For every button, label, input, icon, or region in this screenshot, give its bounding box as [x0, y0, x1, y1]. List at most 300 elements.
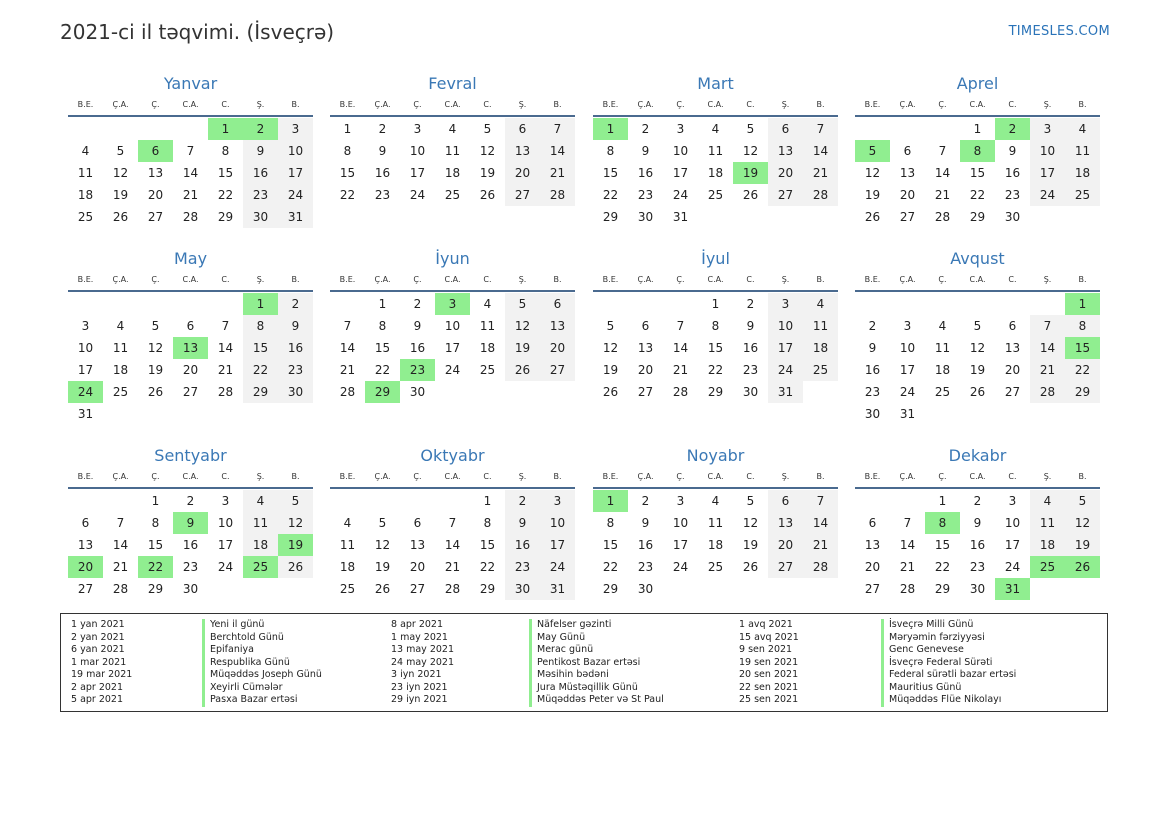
month-name: Yanvar	[163, 74, 218, 93]
weekday-label: C.A.	[182, 275, 199, 284]
legend-date: 19 sen 2021	[739, 656, 799, 668]
day-cell: 14	[672, 341, 689, 355]
site-logo-link[interactable]: TIMESLES.COM	[1008, 24, 1110, 39]
weekday-label: C.A.	[969, 275, 986, 284]
weekday-label: C.	[746, 275, 755, 284]
day-cell: 29	[147, 582, 164, 596]
day-cell: 10	[672, 516, 689, 530]
empty-cell	[435, 490, 470, 512]
day-cell: 22	[374, 363, 391, 377]
day-cell: 5	[116, 144, 125, 158]
legend-date: 1 mar 2021	[71, 656, 127, 668]
day-cell: 16	[182, 538, 199, 552]
weekday-label: B.	[553, 275, 562, 284]
legend-holiday-name: Respublika Günü	[202, 657, 322, 670]
day-cell: 26	[742, 560, 759, 574]
day-cell: 30	[637, 582, 654, 596]
empty-cell	[208, 293, 243, 315]
holiday-day-cell: 25	[1030, 556, 1065, 578]
day-cell: 10	[409, 144, 426, 158]
day-cell: 21	[540, 162, 575, 184]
day-cell: 24	[1004, 560, 1021, 574]
day-cell: 10	[444, 319, 461, 333]
legend-holiday-name: Xeyirli Cümələr	[202, 682, 322, 695]
month-9	[68, 445, 313, 600]
holiday-day-cell: 3	[435, 293, 470, 315]
day-grid	[855, 293, 1100, 425]
weekday-label: Ç.A.	[637, 100, 654, 109]
day-cell: 6	[413, 516, 422, 530]
weekday-label: Ç.A.	[899, 275, 916, 284]
day-cell: 29	[602, 210, 619, 224]
day-cell: 12	[479, 144, 496, 158]
day-grid	[855, 118, 1100, 228]
holiday-day-cell: 8	[925, 512, 960, 534]
day-cell: 14	[934, 166, 951, 180]
day-cell: 9	[641, 516, 650, 530]
day-cell: 15	[602, 538, 619, 552]
day-cell: 1	[378, 297, 387, 311]
day-cell: 29	[479, 582, 496, 596]
day-cell: 21	[182, 188, 199, 202]
day-cell: 28	[112, 582, 129, 596]
day-cell: 17	[77, 363, 94, 377]
day-cell: 13	[637, 341, 654, 355]
legend-date: 13 may 2021	[391, 644, 455, 655]
day-cell: 24	[672, 560, 689, 574]
weekday-label: C.	[483, 275, 492, 284]
day-cell: 28	[444, 582, 461, 596]
weekday-label: C.A.	[707, 472, 724, 481]
empty-cell	[138, 118, 173, 140]
day-cell: 18	[243, 534, 278, 556]
empty-cell	[628, 293, 663, 315]
weekday-label: C.A.	[707, 275, 724, 284]
day-cell: 16	[742, 341, 759, 355]
holiday-day-cell: 24	[68, 381, 103, 403]
holiday-day-cell: 19	[733, 162, 768, 184]
day-cell: 26	[969, 385, 986, 399]
day-cell: 29	[1065, 381, 1100, 403]
weekday-label: Ç.A.	[112, 472, 129, 481]
day-cell: 12	[112, 166, 129, 180]
day-cell: 11	[112, 341, 129, 355]
day-cell: 30	[409, 385, 426, 399]
weekday-label: B.	[816, 472, 825, 481]
day-cell: 1	[151, 494, 160, 508]
day-cell: 21	[339, 363, 356, 377]
day-cell: 11	[444, 144, 461, 158]
day-cell: 20	[147, 188, 164, 202]
day-cell: 3	[676, 494, 685, 508]
day-cell: 25	[444, 188, 461, 202]
day-cell: 18	[479, 341, 496, 355]
day-cell: 6	[868, 516, 877, 530]
month-name: Mart	[697, 74, 734, 93]
weekday-label: C.	[1008, 472, 1017, 481]
legend-holiday-name: Näfelser gəzinti	[529, 619, 664, 632]
month-5	[68, 248, 313, 425]
weekday-label: C.A.	[444, 275, 461, 284]
day-cell: 21	[803, 162, 838, 184]
day-cell: 21	[112, 560, 129, 574]
weekday-label: B.	[553, 100, 562, 109]
holiday-day-cell: 1	[208, 118, 243, 140]
day-cell: 15	[243, 337, 278, 359]
day-cell: 12	[278, 512, 313, 534]
weekday-label: C.A.	[182, 472, 199, 481]
day-cell: 6	[768, 490, 803, 512]
day-cell: 2	[186, 494, 195, 508]
day-cell: 26	[147, 385, 164, 399]
day-grid	[855, 490, 1100, 600]
legend-date: 24 may 2021	[391, 656, 455, 668]
day-cell: 13	[1004, 341, 1021, 355]
day-cell: 25	[707, 188, 724, 202]
weekday-label: B.E.	[864, 275, 881, 284]
day-cell: 24	[672, 188, 689, 202]
day-cell: 17	[899, 363, 916, 377]
empty-cell	[890, 118, 925, 140]
day-cell: 27	[409, 582, 426, 596]
month-name: Aprel	[956, 74, 999, 93]
day-cell: 12	[742, 516, 759, 530]
day-cell: 19	[742, 538, 759, 552]
empty-cell	[103, 118, 138, 140]
weekday-label: B.	[1078, 275, 1087, 284]
day-cell: 8	[1065, 315, 1100, 337]
day-cell: 4	[1065, 118, 1100, 140]
day-cell: 3	[676, 122, 685, 136]
weekday-label: B.	[291, 275, 300, 284]
day-cell: 20	[768, 534, 803, 556]
day-cell: 11	[803, 315, 838, 337]
legend-holiday-name: Müqəddəs Peter və St Paul	[529, 694, 664, 707]
day-cell: 27	[768, 184, 803, 206]
day-cell: 11	[1065, 140, 1100, 162]
day-cell: 4	[243, 490, 278, 512]
legend-holiday-name: İsveçrə Milli Günü	[881, 619, 1016, 632]
day-cell: 1	[483, 494, 492, 508]
month-1	[68, 73, 313, 228]
day-cell: 11	[707, 144, 724, 158]
day-cell: 28	[339, 385, 356, 399]
holiday-day-cell: 20	[68, 556, 103, 578]
day-cell: 31	[899, 407, 916, 421]
day-cell: 7	[803, 118, 838, 140]
weekday-label: B.E.	[77, 275, 94, 284]
day-cell: 5	[483, 122, 492, 136]
weekday-label: Ç.	[938, 472, 947, 481]
day-cell: 19	[479, 166, 496, 180]
day-cell: 7	[903, 516, 912, 530]
weekday-label: Ş.	[781, 275, 790, 284]
weekday-label: Ç.	[151, 100, 160, 109]
weekday-label: B.	[1078, 472, 1087, 481]
day-cell: 28	[1030, 381, 1065, 403]
day-cell: 29	[243, 381, 278, 403]
weekday-header	[593, 272, 838, 292]
day-cell: 5	[378, 516, 387, 530]
empty-cell	[173, 293, 208, 315]
weekday-label: C.	[483, 100, 492, 109]
weekday-label: B.	[291, 100, 300, 109]
weekday-label: B.	[291, 472, 300, 481]
holiday-day-cell: 1	[593, 118, 628, 140]
empty-cell	[925, 118, 960, 140]
empty-cell	[855, 118, 890, 140]
holiday-day-cell: 25	[243, 556, 278, 578]
day-cell: 22	[707, 363, 724, 377]
legend-holiday-name: Məryəmin fərziyyəsi	[881, 632, 1016, 645]
weekday-label: C.A.	[182, 100, 199, 109]
day-cell: 12	[1065, 512, 1100, 534]
day-cell: 18	[803, 337, 838, 359]
day-cell: 16	[969, 538, 986, 552]
day-cell: 13	[864, 538, 881, 552]
day-cell: 6	[81, 516, 90, 530]
day-cell: 26	[112, 210, 129, 224]
day-cell: 10	[899, 341, 916, 355]
day-cell: 4	[711, 494, 720, 508]
legend-date: 1 yan 2021	[71, 619, 125, 630]
holiday-day-cell: 31	[995, 578, 1030, 600]
day-cell: 17	[672, 538, 689, 552]
legend-holiday-name: Müqəddəs Flüe Nikolayı	[881, 694, 1016, 707]
day-cell: 26	[742, 188, 759, 202]
day-cell: 19	[864, 188, 881, 202]
weekday-label: B.E.	[602, 100, 619, 109]
day-cell: 15	[339, 166, 356, 180]
day-cell: 23	[1004, 188, 1021, 202]
empty-cell	[855, 490, 890, 512]
day-grid	[330, 118, 575, 206]
day-grid	[593, 118, 838, 228]
legend-holiday-name: May Günü	[529, 632, 664, 645]
month-7	[593, 248, 838, 403]
day-cell: 3	[768, 293, 803, 315]
day-cell: 13	[899, 166, 916, 180]
day-cell: 30	[969, 582, 986, 596]
empty-cell	[890, 490, 925, 512]
day-cell: 7	[803, 490, 838, 512]
day-cell: 28	[217, 385, 234, 399]
day-cell: 13	[147, 166, 164, 180]
day-cell: 19	[1065, 534, 1100, 556]
day-cell: 31	[77, 407, 94, 421]
day-cell: 11	[1030, 512, 1065, 534]
empty-cell	[960, 293, 995, 315]
day-cell: 19	[602, 363, 619, 377]
day-cell: 18	[707, 538, 724, 552]
day-cell: 7	[343, 319, 352, 333]
day-cell: 23	[505, 556, 540, 578]
weekday-header	[330, 469, 575, 489]
day-cell: 1	[973, 122, 982, 136]
day-cell: 13	[768, 140, 803, 162]
day-cell: 8	[483, 516, 492, 530]
day-cell: 2	[641, 494, 650, 508]
day-cell: 18	[339, 560, 356, 574]
day-cell: 9	[1008, 144, 1017, 158]
day-cell: 15	[934, 538, 951, 552]
weekday-label: Ş.	[518, 472, 527, 481]
holiday-day-cell: 1	[243, 293, 278, 315]
holiday-day-cell: 23	[400, 359, 435, 381]
month-name: Noyabr	[686, 446, 745, 465]
day-cell: 18	[444, 166, 461, 180]
day-cell: 24	[899, 385, 916, 399]
weekday-label: B.E.	[339, 275, 356, 284]
day-cell: 9	[505, 512, 540, 534]
day-cell: 6	[641, 319, 650, 333]
weekday-label: C.	[483, 472, 492, 481]
day-cell: 25	[1065, 184, 1100, 206]
day-cell: 4	[81, 144, 90, 158]
month-6	[330, 248, 575, 403]
empty-cell	[103, 490, 138, 512]
month-name: May	[173, 249, 208, 268]
day-cell: 25	[339, 582, 356, 596]
day-cell: 4	[938, 319, 947, 333]
weekday-label: B.	[1078, 100, 1087, 109]
day-cell: 7	[186, 144, 195, 158]
legend-dates-col-3	[739, 619, 799, 707]
weekday-header	[593, 469, 838, 489]
legend-date: 23 iyn 2021	[391, 681, 448, 693]
day-cell: 28	[182, 210, 199, 224]
day-cell: 30	[505, 578, 540, 600]
legend-date: 6 yan 2021	[71, 644, 125, 655]
day-grid	[68, 293, 313, 425]
day-cell: 15	[479, 538, 496, 552]
day-cell: 3	[903, 319, 912, 333]
day-cell: 16	[505, 534, 540, 556]
weekday-label: Ç.	[938, 100, 947, 109]
legend-date: 1 avq 2021	[739, 619, 793, 630]
holiday-day-cell: 1	[593, 490, 628, 512]
day-cell: 15	[602, 166, 619, 180]
legend-holiday-name: Pentikost Bazar ertəsi	[529, 657, 664, 670]
weekday-label: C.	[1008, 100, 1017, 109]
day-cell: 15	[147, 538, 164, 552]
legend-date: 20 sen 2021	[739, 669, 799, 680]
day-cell: 17	[768, 337, 803, 359]
day-cell: 2	[413, 297, 422, 311]
weekday-header	[330, 272, 575, 292]
day-cell: 11	[479, 319, 496, 333]
day-cell: 5	[973, 319, 982, 333]
day-cell: 30	[637, 210, 654, 224]
month-3	[593, 73, 838, 228]
day-cell: 10	[278, 140, 313, 162]
day-grid	[330, 293, 575, 403]
day-cell: 9	[243, 140, 278, 162]
empty-cell	[593, 293, 628, 315]
month-8	[855, 248, 1100, 425]
day-cell: 6	[1008, 319, 1017, 333]
weekday-label: C.	[221, 472, 230, 481]
day-cell: 12	[602, 341, 619, 355]
weekday-label: B.E.	[864, 100, 881, 109]
day-cell: 14	[339, 341, 356, 355]
day-cell: 20	[409, 560, 426, 574]
day-cell: 1	[711, 297, 720, 311]
day-cell: 29	[707, 385, 724, 399]
day-cell: 17	[278, 162, 313, 184]
day-cell: 2	[378, 122, 387, 136]
legend-names-col-3	[881, 619, 1016, 707]
weekday-label: Ç.A.	[637, 472, 654, 481]
day-cell: 16	[637, 538, 654, 552]
day-cell: 7	[448, 516, 457, 530]
day-cell: 6	[186, 319, 195, 333]
day-cell: 2	[973, 494, 982, 508]
day-cell: 10	[1030, 140, 1065, 162]
day-cell: 30	[243, 206, 278, 228]
day-cell: 14	[899, 538, 916, 552]
day-cell: 20	[1004, 363, 1021, 377]
day-cell: 30	[864, 407, 881, 421]
day-cell: 16	[374, 166, 391, 180]
day-cell: 31	[768, 381, 803, 403]
day-cell: 13	[77, 538, 94, 552]
day-cell: 4	[448, 122, 457, 136]
holiday-day-cell: 9	[173, 512, 208, 534]
day-cell: 17	[672, 166, 689, 180]
day-cell: 20	[505, 162, 540, 184]
empty-cell	[855, 293, 890, 315]
month-12	[855, 445, 1100, 600]
weekday-label: B.E.	[602, 275, 619, 284]
legend-dates-col-2	[391, 619, 454, 707]
weekday-label: C.A.	[969, 472, 986, 481]
weekday-label: B.E.	[339, 472, 356, 481]
day-cell: 23	[969, 560, 986, 574]
weekday-label: B.E.	[602, 472, 619, 481]
month-2	[330, 73, 575, 206]
day-cell: 10	[768, 315, 803, 337]
day-cell: 21	[444, 560, 461, 574]
day-cell: 31	[672, 210, 689, 224]
legend-date: 22 sen 2021	[739, 681, 799, 693]
day-cell: 12	[969, 341, 986, 355]
day-cell: 26	[602, 385, 619, 399]
weekday-label: Ç.	[413, 472, 422, 481]
day-cell: 23	[637, 188, 654, 202]
weekday-label: Ş.	[518, 275, 527, 284]
empty-cell	[1030, 293, 1065, 315]
day-cell: 26	[278, 556, 313, 578]
day-cell: 22	[479, 560, 496, 574]
weekday-label: Ç.A.	[112, 275, 129, 284]
holiday-day-cell: 2	[995, 118, 1030, 140]
weekday-label: Ç.	[676, 275, 685, 284]
day-cell: 1	[343, 122, 352, 136]
day-cell: 22	[1065, 359, 1100, 381]
day-cell: 28	[899, 582, 916, 596]
day-cell: 3	[81, 319, 90, 333]
legend-date: 15 avq 2021	[739, 631, 799, 643]
day-cell: 19	[112, 188, 129, 202]
day-cell: 2	[641, 122, 650, 136]
weekday-label: Ç.A.	[374, 100, 391, 109]
day-cell: 22	[934, 560, 951, 574]
day-cell: 22	[217, 188, 234, 202]
legend-date: 5 apr 2021	[71, 694, 124, 705]
day-grid	[593, 490, 838, 600]
legend-names-col-1	[202, 619, 322, 707]
